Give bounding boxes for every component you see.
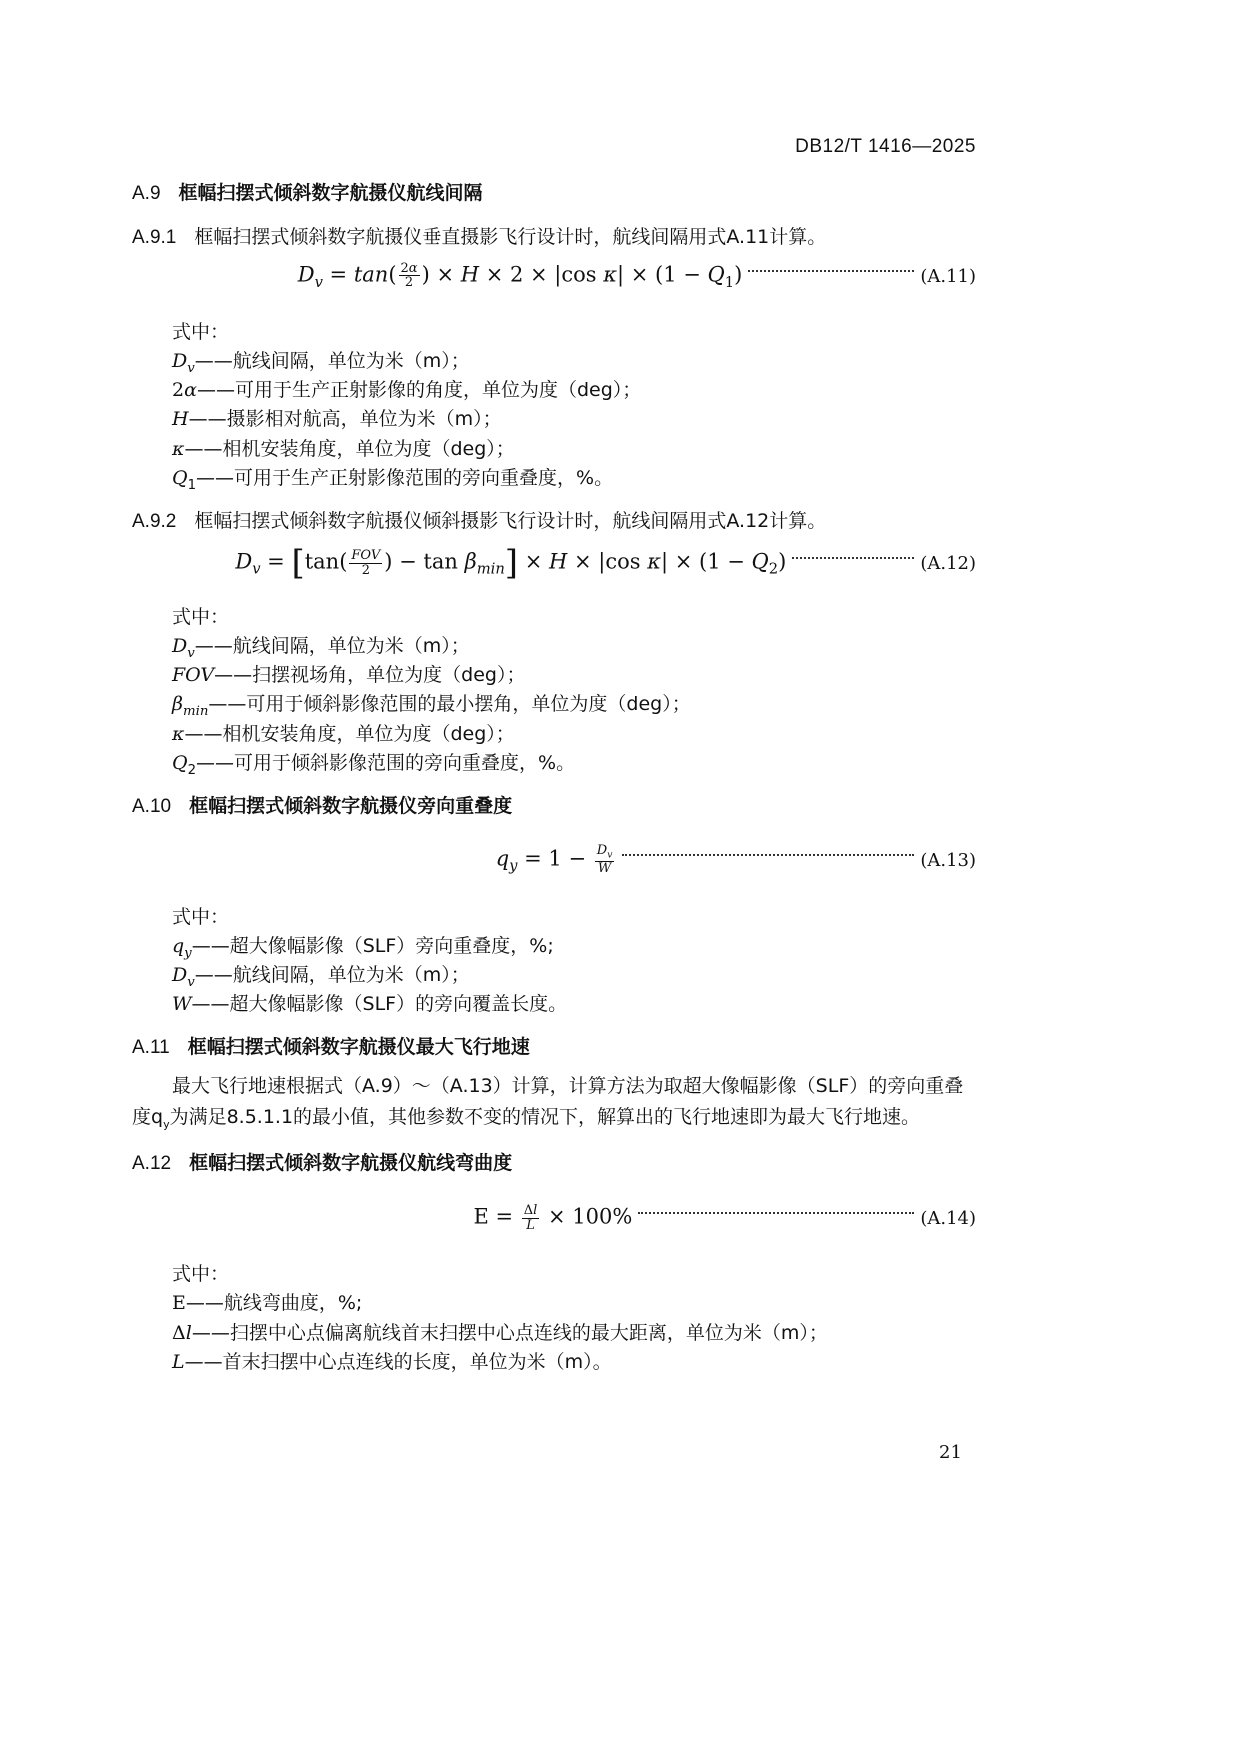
section-number: A.11	[132, 1037, 170, 1058]
leader-dots	[748, 270, 914, 272]
definition-item: $Q_2——$可用于倾斜影像范围的旁向重叠度，%。	[172, 752, 576, 778]
section-number: A.9	[132, 183, 161, 204]
where-label: 式中：	[172, 906, 230, 928]
where-label: 式中：	[172, 321, 230, 343]
section-title: 框幅扫摆式倾斜数字航摄仪旁向重叠度	[189, 795, 513, 817]
equation-formula: $D_v = [\tan$( $\frac{\text{FOV}}{2}$ ) − $\tan \beta_{min}] \times H \times |\cos$ $\kappa| \times (1 - Q_2)$	[235, 543, 787, 583]
definition-item: $D_v——$航线间隔，单位为米（m）；	[172, 350, 470, 376]
section-a10-heading	[132, 791, 512, 818]
where-label: 式中：	[172, 606, 230, 628]
definition-item: 2α——可用于生产正射影像的角度，单位为度（deg）；	[172, 379, 642, 401]
definition-item: H——摄影相对航高，单位为米（m）；	[172, 408, 502, 430]
definition-item: FOV——扫摆视场角，单位为度（deg）；	[172, 664, 526, 686]
section-title: 框幅扫摆式倾斜数字航摄仪航线弯曲度	[189, 1152, 513, 1174]
definition-item: L——首末扫摆中心点连线的长度，单位为米（m）。	[172, 1351, 612, 1373]
subsection-number: A.9.1	[132, 227, 177, 248]
section-title: 框幅扫摆式倾斜数字航摄仪航线间隔	[178, 182, 483, 204]
equation-a13	[132, 838, 976, 882]
section-a9-heading	[132, 178, 483, 205]
subsection-text: 框幅扫摆式倾斜数字航摄仪倾斜摄影飞行设计时，航线间隔用式A.12计算。	[194, 510, 827, 532]
equation-number: (A.11)	[920, 265, 976, 287]
leader-dots	[638, 1212, 914, 1214]
definition-item: E——航线弯曲度，%;	[172, 1292, 363, 1314]
equation-a12	[132, 540, 976, 586]
equation-number: (A.14)	[920, 1207, 976, 1229]
equation-formula: $D_v = \tan$( $\frac{2\alpha}{2}$ ) × H × 2 × |cos $\kappa| \times (1 - Q_1)$	[297, 260, 743, 291]
doc-code-header: DB12/T 1416—2025	[795, 136, 976, 157]
section-number: A.10	[132, 796, 172, 817]
subsection-a91	[132, 222, 826, 249]
equation-number: (A.13)	[920, 849, 976, 871]
equation-formula: E = $\frac{\Delta l}{L}$ × 100%	[473, 1202, 633, 1233]
definition-item: $D_v——$航线间隔，单位为米（m）；	[172, 964, 470, 990]
section-title: 框幅扫摆式倾斜数字航摄仪最大飞行地速	[187, 1036, 530, 1058]
equation-number: (A.12)	[920, 552, 976, 574]
definition-item: $D_v——$航线间隔，单位为米（m）；	[172, 635, 470, 661]
definition-item: Δl——扫摆中心点偏离航线首末扫摆中心点连线的最大距离，单位为米（m）；	[172, 1322, 828, 1344]
leader-dots	[622, 854, 914, 856]
paragraph-line: 度$q_y$为满足8.5.1.1的最小值，其他参数不变的情况下，解算出的飞行地速即为最大飞行地速。	[132, 1106, 921, 1131]
definition-item: κ——相机安装角度，单位为度（deg）；	[172, 438, 515, 460]
section-a11-heading	[132, 1032, 530, 1059]
subsection-text: 框幅扫摆式倾斜数字航摄仪垂直摄影飞行设计时，航线间隔用式A.11计算。	[194, 226, 827, 248]
equation-a14	[132, 1196, 976, 1240]
where-label: 式中：	[172, 1263, 230, 1285]
definition-item: $q_y——$超大像幅影像（SLF）旁向重叠度，%;	[172, 935, 554, 961]
equation-formula: $q_y = 1$ − $\frac{D_v}{W}$	[495, 843, 613, 877]
leader-dots	[792, 557, 914, 559]
page-number: 21	[939, 1442, 962, 1463]
definition-item: κ——相机安装角度，单位为度（deg）；	[172, 723, 515, 745]
equation-a11	[132, 256, 976, 296]
subsection-a92	[132, 506, 826, 533]
subsection-number: A.9.2	[132, 511, 177, 532]
section-number: A.12	[132, 1153, 172, 1174]
definition-item: $Q_1——$可用于生产正射影像范围的旁向重叠度，%。	[172, 467, 614, 493]
definition-item: $\beta_{min}——$可用于倾斜影像范围的最小摆角，单位为度（deg）；	[172, 693, 691, 719]
definition-item: W——超大像幅影像（SLF）的旁向覆盖长度。	[172, 993, 568, 1015]
paragraph-line: 最大飞行地速根据式（A.9）～（A.13）计算，计算方法为取超大像幅影像（SLF）的旁向重叠	[172, 1075, 964, 1097]
section-a12-heading	[132, 1148, 512, 1175]
